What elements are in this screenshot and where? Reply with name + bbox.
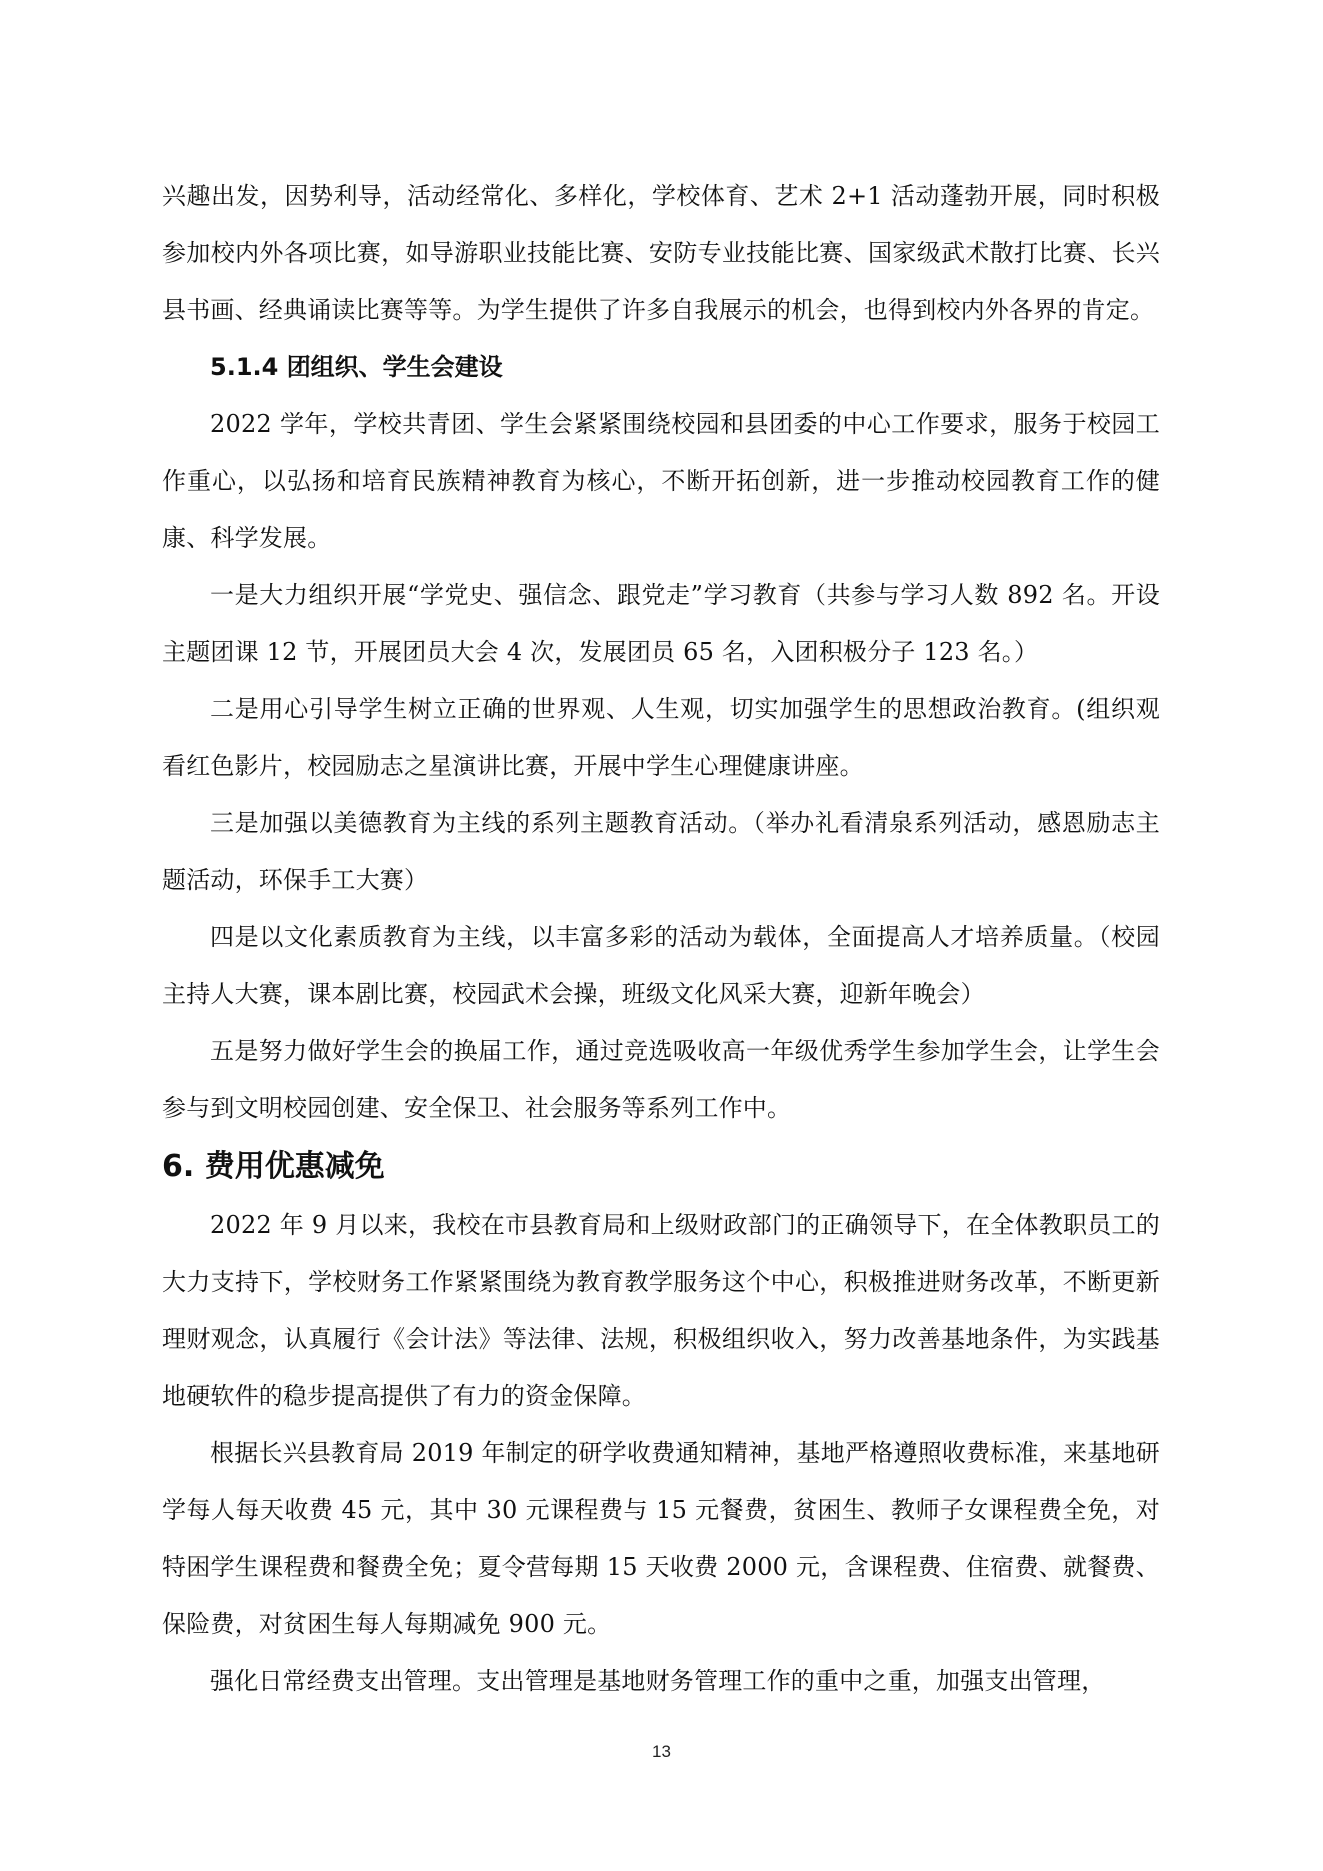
section-heading-6: 6. 费用优惠减免	[162, 1149, 385, 1184]
paragraph-continuation: 兴趣出发，因势利导，活动经常化、多样化，学校体育、艺术 2+1 活动蓬勃开展，同时积极参加校内外各项比赛，如导游职业技能比赛、安防专业技能比赛、国家级武术散打比赛、长兴县书画、经典诵读比赛等等。为学生提供了许多自我展示的机会，也得到校内外各界的肯定。	[162, 182, 1160, 324]
page-number: 13	[652, 1742, 671, 1761]
paragraph-expense-management: 强化日常经费支出管理。支出管理是基地财务管理工作的重中之重，加强支出管理，	[210, 1667, 1106, 1695]
paragraph-item-one: 一是大力组织开展“学党史、强信念、跟党走”学习教育（共参与学习人数 892 名。开设主题团课 12 节，开展团员大会 4 次，发展团员 65 名，入团积极分子 123 名。）	[162, 581, 1160, 666]
paragraph-item-four: 四是以文化素质教育为主线，以丰富多彩的活动为载体，全面提高人才培养质量。（校园主持人大赛，课本剧比赛，校园武术会操，班级文化风采大赛，迎新年晚会）	[162, 923, 1160, 1008]
section-heading-5-1-4: 5.1.4 团组织、学生会建设	[210, 353, 503, 381]
paragraph-item-two: 二是用心引导学生树立正确的世界观、人生观，切实加强学生的思想政治教育。(组织观看红色影片，校园励志之星演讲比赛，开展中学生心理健康讲座。	[162, 695, 1160, 780]
paragraph-item-five: 五是努力做好学生会的换届工作，通过竞选吸收高一年级优秀学生参加学生会，让学生会参与到文明校园创建、安全保卫、社会服务等系列工作中。	[162, 1037, 1160, 1122]
paragraph-finance-overview: 2022 年 9 月以来，我校在市县教育局和上级财政部门的正确领导下，在全体教职员工的大力支持下，学校财务工作紧紧围绕为教育教学服务这个中心，积极推进财务改革，不断更新理财观念，认真履行《会计法》等法律、法规，积极组织收入，努力改善基地条件，为实践基地硬软件的稳步提高提供了有力的资金保障。	[162, 1211, 1160, 1410]
paragraph-fee-standards: 根据长兴县教育局 2019 年制定的研学收费通知精神，基地严格遵照收费标准，来基地研学每人每天收费 45 元，其中 30 元课程费与 15 元餐费，贫困生、教师子女课程费全免，对特困学生课程费和餐费全免；夏令营每期 15 天收费 2000 元，含课程费、住宿费、就餐费、保险费，对贫困生每人每期减免 900 元。	[162, 1439, 1160, 1638]
document-body	[162, 168, 1160, 1710]
paragraph-item-three: 三是加强以美德教育为主线的系列主题教育活动。（举办礼看清泉系列活动，感恩励志主题活动，环保手工大赛）	[162, 809, 1160, 894]
paragraph-league-overview: 2022 学年，学校共青团、学生会紧紧围绕校园和县团委的中心工作要求，服务于校园工作重心，以弘扬和培育民族精神教育为核心，不断开拓创新，进一步推动校园教育工作的健康、科学发展。	[162, 410, 1160, 552]
